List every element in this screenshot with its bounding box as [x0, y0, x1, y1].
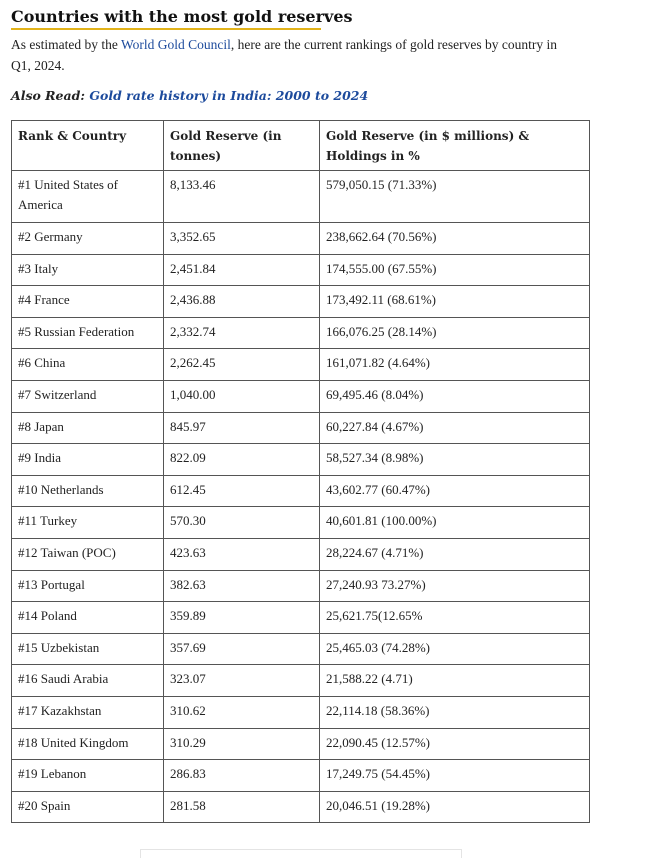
section-heading: Countries with the most gold reserves — [11, 7, 353, 26]
millions-holdings-cell: 28,224.67 (4.71%) — [320, 538, 590, 570]
table-body — [12, 171, 590, 823]
table-row — [12, 254, 590, 286]
table-row — [12, 380, 590, 412]
millions-holdings-cell: 238,662.64 (70.56%) — [320, 223, 590, 255]
table-header-row — [12, 121, 590, 171]
millions-holdings-cell: 579,050.15 (71.33%) — [320, 171, 590, 223]
world-gold-council-link[interactable]: World Gold Council — [120, 37, 231, 52]
rank-country-cell: #13 Portugal — [12, 570, 164, 602]
tonnes-cell: 286.83 — [164, 760, 320, 792]
table-row — [12, 507, 590, 539]
rank-country-cell: #8 Japan — [12, 412, 164, 444]
rank-country-cell: #12 Taiwan (POC) — [12, 538, 164, 570]
tonnes-cell: 310.29 — [164, 728, 320, 760]
rank-country-cell: #18 United Kingdom — [12, 728, 164, 760]
table-row — [12, 728, 590, 760]
millions-holdings-cell: 20,046.51 (19.28%) — [320, 791, 590, 823]
table-row — [12, 444, 590, 476]
tonnes-cell: 2,332.74 — [164, 317, 320, 349]
table-row — [12, 317, 590, 349]
tonnes-cell: 3,352.65 — [164, 223, 320, 255]
table-row — [12, 286, 590, 318]
millions-holdings-cell: 22,114.18 (58.36%) — [320, 696, 590, 728]
tonnes-cell: 323.07 — [164, 665, 320, 697]
rank-country-cell: #17 Kazakhstan — [12, 696, 164, 728]
tonnes-cell: 845.97 — [164, 412, 320, 444]
tonnes-cell: 822.09 — [164, 444, 320, 476]
millions-holdings-cell: 21,588.22 (4.71) — [320, 665, 590, 697]
gold-reserves-table — [11, 120, 590, 823]
rank-country-cell: #6 China — [12, 349, 164, 381]
table-row — [12, 570, 590, 602]
heading-underline — [11, 28, 321, 30]
rank-country-cell: #15 Uzbekistan — [12, 633, 164, 665]
millions-holdings-cell: 22,090.45 (12.57%) — [320, 728, 590, 760]
millions-holdings-cell: 58,527.34 (8.98%) — [320, 444, 590, 476]
tonnes-cell: 2,436.88 — [164, 286, 320, 318]
rank-country-cell: #3 Italy — [12, 254, 164, 286]
table-row — [12, 696, 590, 728]
table-row — [12, 760, 590, 792]
table-row — [12, 412, 590, 444]
tonnes-cell: 612.45 — [164, 475, 320, 507]
rank-country-cell: #2 Germany — [12, 223, 164, 255]
rank-country-cell: #14 Poland — [12, 602, 164, 634]
table-row — [12, 602, 590, 634]
tonnes-cell: 357.69 — [164, 633, 320, 665]
tonnes-cell: 382.63 — [164, 570, 320, 602]
also-read-link[interactable]: Gold rate history in India: 2000 to 2024 — [89, 88, 369, 103]
millions-holdings-cell: 43,602.77 (60.47%) — [320, 475, 590, 507]
rank-country-cell: #11 Turkey — [12, 507, 164, 539]
column-header-tonnes: Gold Reserve (in tonnes) — [164, 121, 320, 171]
table-row — [12, 475, 590, 507]
tonnes-cell: 570.30 — [164, 507, 320, 539]
table-row — [12, 223, 590, 255]
also-read — [11, 86, 368, 106]
tonnes-cell: 423.63 — [164, 538, 320, 570]
millions-holdings-cell: 166,076.25 (28.14%) — [320, 317, 590, 349]
millions-holdings-cell: 174,555.00 (67.55%) — [320, 254, 590, 286]
rank-country-cell: #5 Russian Federation — [12, 317, 164, 349]
millions-holdings-cell: 25,621.75(12.65% — [320, 602, 590, 634]
rank-country-cell: #1 United States of America — [12, 171, 164, 223]
table-row — [12, 171, 590, 223]
millions-holdings-cell: 161,071.82 (4.64%) — [320, 349, 590, 381]
tonnes-cell: 8,133.46 — [164, 171, 320, 223]
rank-country-cell: #10 Netherlands — [12, 475, 164, 507]
tonnes-cell: 2,451.84 — [164, 254, 320, 286]
intro-text-before: As estimated by the — [11, 37, 121, 52]
table-row — [12, 349, 590, 381]
millions-holdings-cell: 173,492.11 (68.61%) — [320, 286, 590, 318]
rank-country-cell: #7 Switzerland — [12, 380, 164, 412]
tonnes-cell: 281.58 — [164, 791, 320, 823]
rank-country-cell: #9 India — [12, 444, 164, 476]
tonnes-cell: 359.89 — [164, 602, 320, 634]
intro-text-after: , here are the current rankings of gold reserves by country in Q1, 2024. — [11, 37, 558, 73]
intro-paragraph — [11, 34, 571, 76]
millions-holdings-cell: 17,249.75 (54.45%) — [320, 760, 590, 792]
table-row — [12, 633, 590, 665]
rank-country-cell: #20 Spain — [12, 791, 164, 823]
rank-country-cell: #16 Saudi Arabia — [12, 665, 164, 697]
table-row — [12, 791, 590, 823]
tonnes-cell: 1,040.00 — [164, 380, 320, 412]
column-header-millions-holdings: Gold Reserve (in $ millions) & Holdings in % — [320, 121, 590, 171]
millions-holdings-cell: 40,601.81 (100.00%) — [320, 507, 590, 539]
millions-holdings-cell: 60,227.84 (4.67%) — [320, 412, 590, 444]
rank-country-cell: #4 France — [12, 286, 164, 318]
also-read-label: Also Read: — [11, 88, 85, 103]
column-header-rank-country: Rank & Country — [12, 121, 164, 171]
table-row — [12, 538, 590, 570]
tonnes-cell: 2,262.45 — [164, 349, 320, 381]
millions-holdings-cell: 69,495.46 (8.04%) — [320, 380, 590, 412]
tonnes-cell: 310.62 — [164, 696, 320, 728]
rank-country-cell: #19 Lebanon — [12, 760, 164, 792]
bottom-embed-box — [140, 849, 462, 858]
millions-holdings-cell: 27,240.93 73.27%) — [320, 570, 590, 602]
table-row — [12, 665, 590, 697]
millions-holdings-cell: 25,465.03 (74.28%) — [320, 633, 590, 665]
